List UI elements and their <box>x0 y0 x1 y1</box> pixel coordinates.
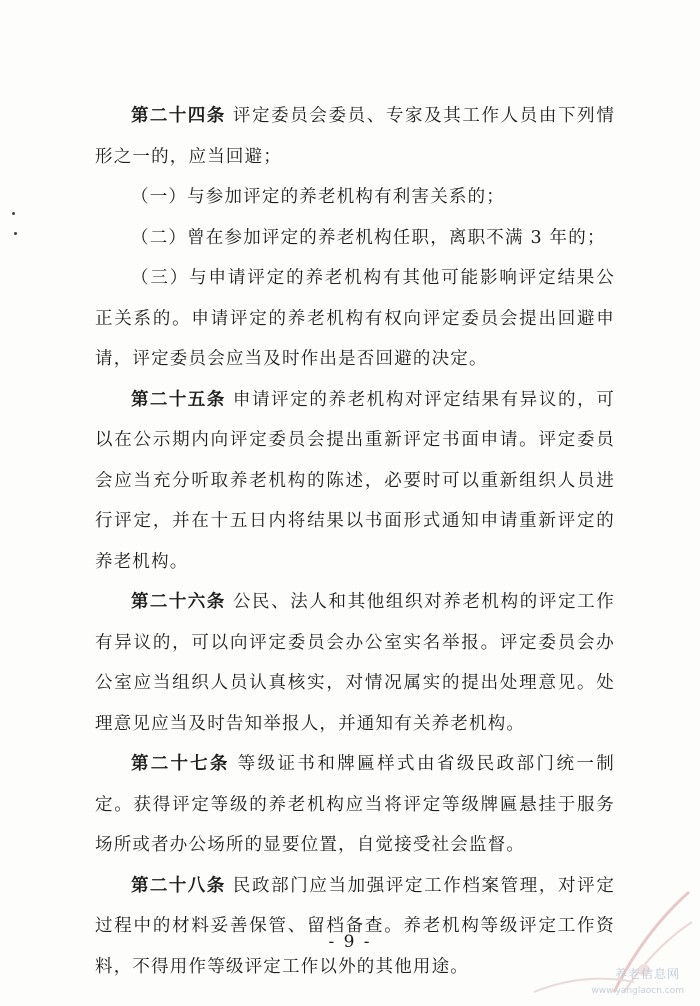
watermark-url: www.yanglaocn.com <box>591 986 684 996</box>
article-26 <box>95 582 615 744</box>
list-item: （一）与参加评定的养老机构有利害关系的； <box>131 187 505 207</box>
page-number: - 9 - <box>328 932 372 952</box>
watermark <box>494 852 694 1002</box>
scan-speck <box>12 212 15 215</box>
list-item: （三）与申请评定的养老机构有其他可能影响评定结果公正关系的。申请评定的养老机构有权向评定委员会提出回避申请，评定委员会应当及时作出是否回避的决定。 <box>95 268 615 369</box>
article-25 <box>95 380 615 583</box>
scan-speck <box>14 232 17 235</box>
article-heading: 第二十六条 <box>131 592 226 612</box>
article-heading: 第二十五条 <box>131 389 226 410</box>
article-body: 申请评定的养老机构对评定结果有异议的，可以在公示期内向评定委员会提出重新评定书面申请。评定委员会应当充分听取养老机构的陈述，必要时可以重新组织人员进行评定，并在十五日内将结果以书面形式通知申请重新评定的养老机构。 <box>95 389 616 572</box>
article-heading: 第二十七条 <box>131 754 230 774</box>
watermark-text: 养老信息网 <box>614 967 680 981</box>
article-27 <box>95 744 615 866</box>
list-item: （二）曾在参加评定的养老机构任职，离职不满 3 年的； <box>131 227 606 248</box>
article-body: 评定委员会委员、专家及其工作人员由下列情形之一的，应当回避； <box>95 106 616 167</box>
article-heading: 第二十八条 <box>131 875 226 896</box>
article-24 <box>95 96 615 177</box>
article-body: 公民、法人和其他组织对养老机构的评定工作有异议的，可以向评定委员会办公室实名举报。评定委员会办公室应当组织人员认真核实，对情况属实的提出处理意见。处理意见应当及时告知举报人，并通知有关养老机构。 <box>95 592 616 734</box>
article-body: 等级证书和牌匾样式由省级民政部门统一制定。获得评定等级的养老机构应当将评定等级牌匾悬挂于服务场所或者办公场所的显要位置，自觉接受社会监督。 <box>95 754 616 855</box>
article-body: 民政部门应当加强评定工作档案管理，对评定过程中的材料妥善保管、留档备查。养老机构等级评定工作资料，不得用作等级评定工作以外的其他用途。 <box>95 875 616 977</box>
article-heading: 第二十四条 <box>131 106 226 126</box>
